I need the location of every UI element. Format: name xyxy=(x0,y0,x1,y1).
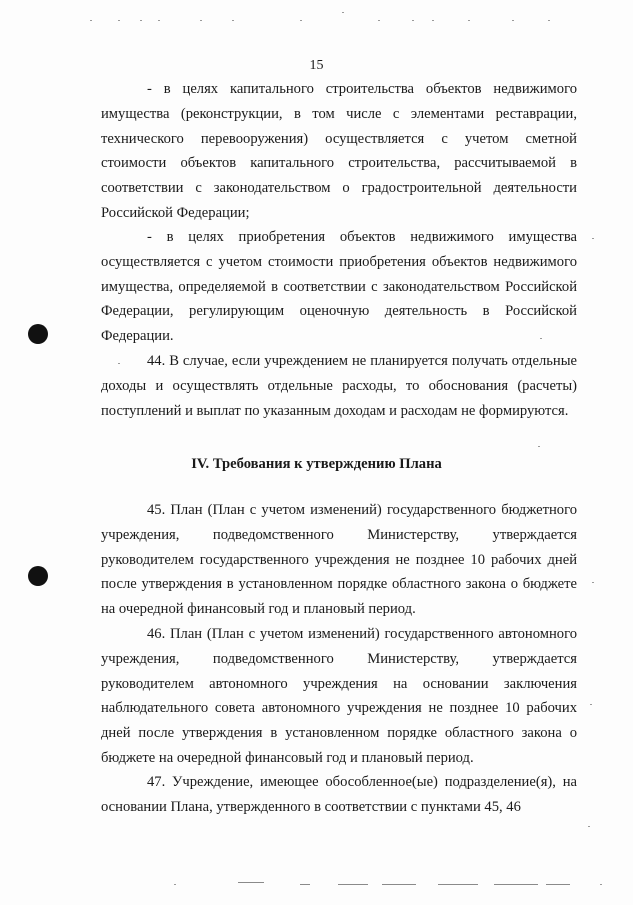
scan-artifact xyxy=(238,882,264,883)
scan-artifact xyxy=(378,20,380,21)
scan-artifact xyxy=(200,20,202,21)
scan-artifact xyxy=(158,20,160,21)
scan-artifact xyxy=(382,884,416,885)
section-heading: IV. Требования к утверждению Плана xyxy=(191,456,442,472)
paragraph-45: 45. План (План с учетом изменений) государственного бюджетного учреждения, подведомственного Министерству, утверждается руководителем государственного учреждения не позднее 10 рабочих дней после утверждения в установленном порядке областного закона о бюджете на очередной финансовый год и плановый период. xyxy=(101,502,577,618)
paragraph-47: 47. Учреждение, имеющее обособленное(ые) подразделение(я), на основании Плана, утвержденного в соответствии с пунктами 45, 46 xyxy=(101,774,577,815)
punch-hole xyxy=(28,324,48,344)
scan-artifact xyxy=(412,20,414,21)
scan-artifact xyxy=(592,582,594,583)
scan-artifact xyxy=(438,884,478,885)
scan-artifact xyxy=(232,20,234,21)
scan-artifact xyxy=(342,12,344,13)
page-number: 15 xyxy=(309,58,324,73)
scan-artifact xyxy=(468,20,470,21)
paragraph-44: 44. В случае, если учреждением не планируется получать отдельные доходы и осуществлять отдельные расходы, то обоснования (расчеты) поступлений и выплат по указанным доходам и расходам не формируются. xyxy=(101,353,577,419)
scan-artifact xyxy=(512,20,514,21)
scan-artifact xyxy=(600,884,602,885)
scan-artifact xyxy=(90,20,92,21)
paragraph-acquisition: - в целях приобретения объектов недвижимого имущества осуществляется с учетом стоимости приобретения объектов недвижимого имущества, определяемой в соответствии с законодательством Российской Федерации, регулирующим оценочную деятельность в Российской Федерации. xyxy=(101,229,577,345)
scan-artifact xyxy=(140,20,142,21)
scan-artifact xyxy=(432,20,434,21)
scan-artifact xyxy=(538,446,540,447)
scan-artifact xyxy=(174,884,176,885)
punch-hole xyxy=(28,566,48,586)
scan-artifact xyxy=(592,238,594,239)
scan-artifact xyxy=(548,20,550,21)
paragraph-capital-construction: - в целях капитального строительства объектов недвижимого имущества (реконструкции, в том числе с элементами реставрации, технического перевооружения) осуществляется с учетом сметной стоимости объектов капитального строительства, рассчитываемой в соответствии с законодательством о градостроительной деятельности Российской Федерации; xyxy=(101,81,577,221)
scan-artifact xyxy=(540,338,542,339)
scan-artifact xyxy=(118,363,120,364)
scan-artifact xyxy=(588,826,590,827)
scan-artifact xyxy=(300,20,302,21)
scan-artifact xyxy=(338,884,368,885)
scan-artifact xyxy=(590,704,592,705)
scan-artifact xyxy=(300,884,310,885)
paragraph-46: 46. План (План с учетом изменений) государственного автономного учреждения, подведомственного Министерству, утверждается руководителем автономного учреждения на основании заключения наблюдательного совета автономного учреждения не позднее 10 рабочих дней после утверждения в установленном порядке областного закона о бюджете на очередной финансовый год и плановый период. xyxy=(101,626,577,766)
scan-artifact xyxy=(546,884,570,885)
scan-artifact xyxy=(118,20,120,21)
scan-artifact xyxy=(494,884,538,885)
